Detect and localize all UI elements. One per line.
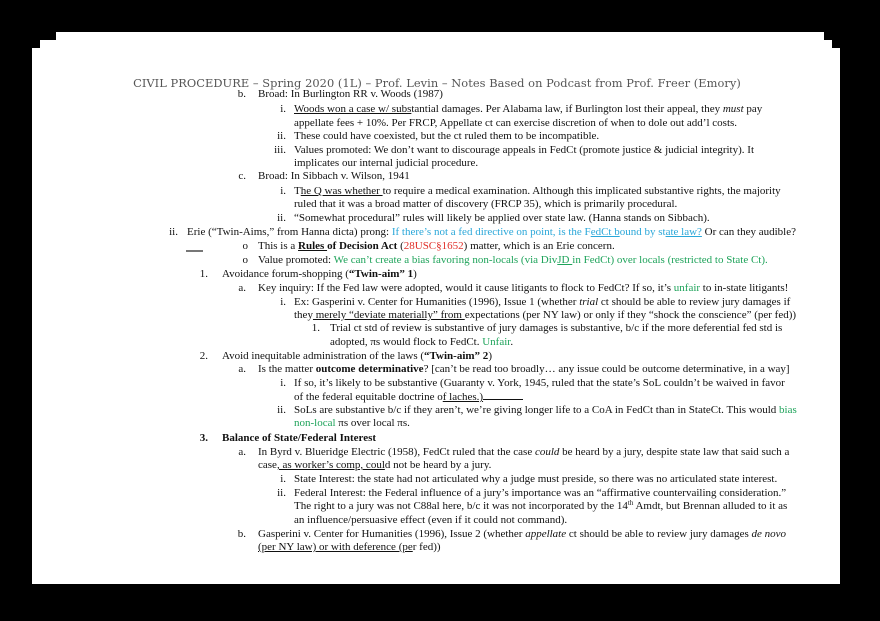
text: Erie (“Twin-Aims,” from Hanna dicta) prong: (187, 226, 392, 238)
aim1-example-cont (294, 309, 796, 322)
burlington-item-1-cont: appellate fees + 10%. Per FRCP, Appellate ct can exercise discretion of when to dole out add’l costs. (294, 117, 738, 129)
underlined-text: ate law? (665, 226, 702, 238)
underlined-text: , as worker’s comp, coul (276, 459, 385, 471)
italic-text: trial (579, 296, 599, 308)
text: tantial damages. Per Alabama law, if Burlington lost their appeal, they (411, 103, 723, 115)
sibbach-heading: Broad: In Sibbach v. Wilson, 1941 (258, 170, 410, 182)
text: Avoid inequitable administration of the laws ( (222, 350, 425, 362)
sibbach-item-1 (294, 185, 781, 198)
underlined-text: f laches.) (442, 391, 484, 403)
underlined-text: (per NY law) or with deference (pe (258, 541, 413, 553)
green-text: bias (779, 404, 797, 416)
aim2-heading (222, 350, 492, 363)
text: d not be heard by a jury. (384, 459, 492, 471)
bold-text: “Twin-aim” 1 (348, 268, 414, 280)
underlined-text: he Q was whether (300, 185, 383, 197)
green-text (334, 254, 768, 266)
list-marker: i. (280, 473, 286, 485)
text: . (510, 336, 514, 348)
burlington-item-2: These could have coexisted, but the ct ruled them to be incompatible. (294, 130, 600, 142)
list-marker: 1. (199, 268, 208, 280)
text: In Byrd v. Blueridge Electric (1958), FedCt ruled that the case (258, 446, 535, 458)
list-marker: ii. (169, 226, 178, 238)
balance-gasperini (258, 528, 786, 541)
italic-text: must (722, 103, 744, 115)
text: in FedCt) over locals (restricted to State Ct). (572, 254, 768, 266)
burlington-item-3: Values promoted: We don’t want to discourage appeals in FedCt (promote justice & judicial integrity). It (294, 144, 754, 156)
sibbach-item-2: “Somewhat procedural” rules will likely be applied over state law. (Hanna stands on Sibbach). (294, 212, 710, 224)
list-marker: iii. (274, 144, 286, 156)
underlined-text: Woods won a case w/ subs (294, 103, 412, 115)
italic-text: appellate (525, 528, 567, 540)
list-marker: ii. (277, 212, 286, 224)
text: pay (743, 103, 763, 115)
italic-text: could (534, 446, 560, 458)
text: We can’t create a bias favoring non-locals (via Div (333, 254, 558, 266)
text: of the federal equitable doctrine o (294, 391, 443, 403)
balance-gasperini-cont (258, 541, 441, 554)
text: they (294, 309, 313, 321)
text: ) (413, 268, 417, 280)
list-marker: 3. (199, 432, 208, 444)
green-text: unfair (673, 282, 701, 294)
bold-text: “Twin-aim” 2 (424, 350, 489, 362)
balance-federal-interest-cont (294, 500, 787, 513)
aim1-example (294, 296, 790, 309)
green-text: Unfair (482, 336, 511, 348)
text: πs over local πs. (335, 417, 410, 429)
bullet-circle: o (242, 240, 248, 252)
aim2-outcome-determinative (258, 363, 790, 376)
blue-question (392, 226, 702, 238)
balance-heading: Balance of State/Federal Interest (222, 432, 377, 444)
aim2-sols-cont (294, 417, 410, 430)
text: r fed)) (412, 541, 441, 553)
text: Avoidance forum-shopping ( (222, 268, 349, 280)
aim2-guaranty: If so, it’s likely to be substantive (Guaranty v. York, 1945, ruled that the state’s SoL couldn’t be waived in favor (294, 377, 785, 389)
balance-byrd (258, 446, 789, 459)
text: ? [can’t be read too broadly… any issue could be outcome determinative, in a way] (423, 363, 790, 375)
text: The right to a jury was not C88al here, b/c it was not incorporated by the 14 (294, 500, 628, 512)
text: Ex: Gasperini v. Center for Humanities (1996), Issue 1 (whether (294, 296, 580, 308)
green-text: non-local (294, 417, 336, 429)
aim1-heading (222, 268, 417, 281)
text: Value promoted: (258, 254, 334, 266)
text: to require a medical examination. Although this implicated substantive rights, the majority (382, 185, 781, 197)
list-marker: 1. (311, 322, 320, 334)
trailing-underline (483, 390, 523, 400)
balance-byrd-cont (258, 459, 491, 472)
bold-text: outcome determinative (315, 363, 424, 375)
list-marker: ii. (277, 487, 286, 499)
balance-federal-interest-cont2: an influence/persuasive effect (even if it could not command). (294, 514, 568, 526)
italic-text: de novo (751, 528, 787, 540)
list-marker: a. (238, 282, 246, 294)
text: SoLs are substantive b/c if they aren’t, we’re giving longer life to a CoA in FedCt than in StateCt. This would (294, 404, 780, 416)
list-marker: b. (237, 88, 246, 100)
text: Or can they audible? (701, 226, 796, 238)
erie-heading (187, 226, 796, 239)
aim1-key-inquiry (258, 282, 788, 295)
list-marker: b. (237, 528, 246, 540)
aim1-trial-ct-cont (330, 336, 513, 349)
text: T (294, 185, 301, 197)
underlined-text: JD (557, 254, 573, 266)
underlined-text: edCt b (590, 226, 620, 238)
erie-bullet-1 (258, 240, 615, 253)
erie-bullet-2 (258, 254, 768, 267)
list-marker: ii. (277, 404, 286, 416)
sibbach-item-1-cont: ruled that it was a broad matter of discovery (FRCP 35), which is primarily procedural. (294, 198, 678, 210)
text: ound by st (619, 226, 666, 238)
bold-text: of Decision Act (327, 240, 398, 252)
aim1-trial-ct: Trial ct std of review is substantive of jury damages is substantive, b/c if the more deferential fed std is (330, 322, 783, 334)
superscript: th (627, 499, 634, 507)
stray-underline-mark (186, 250, 203, 252)
text: Key inquiry: If the Fed law were adopted, would it cause litigants to flock to FedCt? If so, it’s (258, 282, 674, 294)
list-marker: c. (238, 170, 246, 182)
list-marker: a. (238, 363, 246, 375)
text: to in-state litigants! (700, 282, 789, 294)
red-citation: 28USC§1652 (403, 240, 464, 252)
text: Is the matter (258, 363, 316, 375)
text: If there’s not a fed directive on point, is the F (391, 226, 591, 238)
burlington-item-1 (294, 103, 762, 116)
list-marker: ii. (277, 130, 286, 142)
list-marker: a. (238, 446, 246, 458)
bullet-circle: o (242, 254, 248, 266)
aim2-guaranty-cont (294, 390, 523, 404)
aim2-sols (294, 404, 797, 417)
burlington-item-3-cont: implicates our internal judicial procedure. (294, 157, 479, 169)
text: ) (488, 350, 492, 362)
text: Gasperini v. Center for Humanities (1996), Issue 2 (whether (258, 528, 526, 540)
text: adopted, πs would flock to FedCt. (330, 336, 483, 348)
text: Amdt, but Brennan alluded to it as (633, 500, 788, 512)
balance-state-interest: State Interest: the state had not articulated why a judge must preside, so there was no articulated state interest. (294, 473, 778, 485)
text: be heard by a jury, despite state law that said such a (559, 446, 790, 458)
text: ) matter, which is an Erie concern. (463, 240, 615, 252)
text: expectations (per NY law) or only if they “shock the conscience” (per fed)) (464, 309, 797, 321)
list-marker: i. (280, 103, 286, 115)
text: ct should be able to review jury damages (566, 528, 752, 540)
text: case (258, 459, 277, 471)
burlington-heading: Broad: In Burlington RR v. Woods (1987) (258, 88, 443, 100)
list-marker: i. (280, 296, 286, 308)
page-header: CIVIL PROCEDURE – Spring 2020 (1L) – Prof. Levin – Notes Based on Podcast from Prof. Freer (Emory) (133, 76, 741, 90)
text: ct should be able to review jury damages if (598, 296, 791, 308)
list-marker: i. (280, 377, 286, 389)
list-marker: i. (280, 185, 286, 197)
underlined-text: merely “deviate materially” from (312, 309, 465, 321)
text: ( (397, 240, 404, 252)
bold-underlined-text: Rules (298, 240, 328, 252)
text: This is a (258, 240, 299, 252)
balance-federal-interest: Federal Interest: the Federal influence of a jury’s importance was an “affirmative countervailing consideration.” (294, 487, 787, 499)
list-marker: 2. (199, 350, 208, 362)
